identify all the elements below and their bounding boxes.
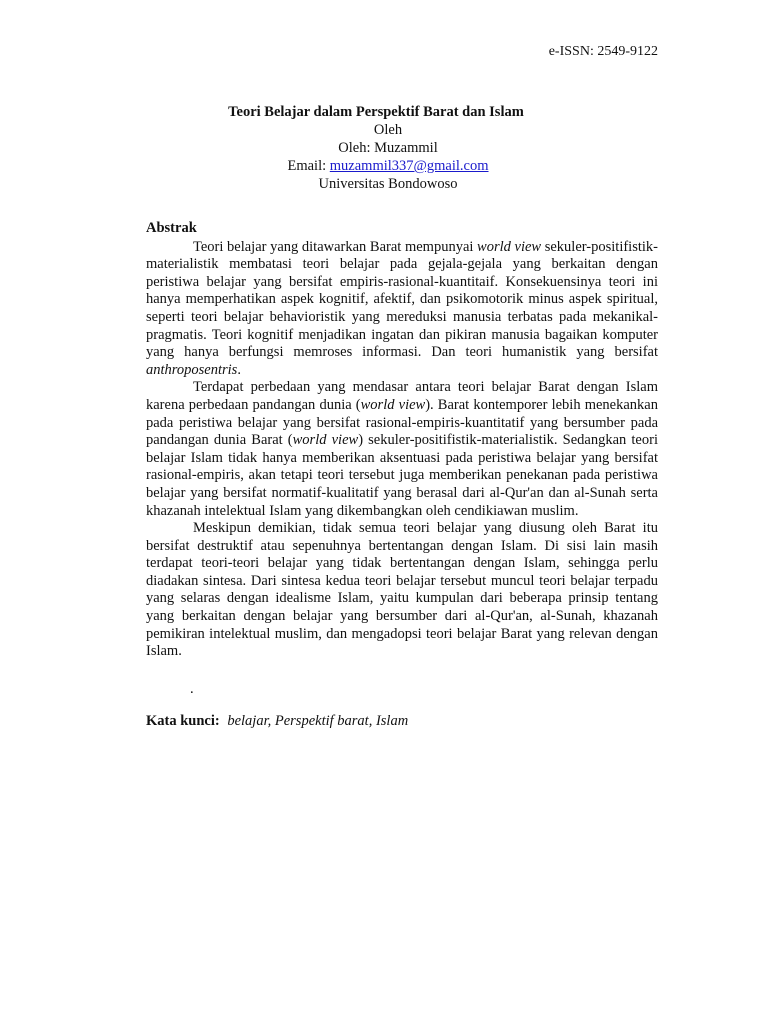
keywords-label: Kata kunci:: [146, 712, 220, 729]
abstract-paragraph-3: Meskipun demikian, tidak semua teori belajar yang diusung oleh Barat itu bersifat destruktif atau sepenuhnya bertentangan dengan Islam. Di sisi lain masih terdapat teori-teori belajar yang tidak bertentangan dengan Islam, sehingga perlu diadakan sintesa. Dari sintesa kedua teori belajar tersebut muncul teori belajar terpadu yang selaras dengan idealisme Islam, yaitu kumpulan dari beberapa prinsip tentang yang berkaitan dengan belajar yang bersumber dari al-Qur'an, al-Sunah, khazanah pemikiran intelektual muslim, dan mengadopsi teori belajar Barat yang relevan dengan Islam.: [146, 520, 658, 660]
oleh-line: Oleh: [373, 122, 403, 138]
p1-emphasis-anthroposentris: anthroposentris: [146, 361, 238, 378]
abstract-paragraph-1: [146, 239, 658, 380]
p2-text-b: ). Barat kontemporer lebih menekankan pada peristiwa belajar yang bersifat rasional-empiris-kuantitatif yang bersumber pada pandangan dunia Barat (: [146, 396, 658, 449]
abstract-heading: Abstrak: [146, 220, 197, 236]
keywords-line: [146, 713, 658, 731]
email-link[interactable]: muzammil337@gmail.com: [329, 158, 489, 174]
title-block: [0, 103, 768, 193]
p1-text-c: .: [237, 361, 241, 378]
abstract-section: [146, 220, 658, 730]
p1-text-b: sekuler-positifistik-materialistik membatasi teori belajar pada gejala-gejala yang berkaitan dengan peristiwa belajar yang bersifat empiris-rasional-kuantitaif. Konsekuensinya teori ini hanya memperhatikan aspek kognitif, afektif, dan psikomotorik minus aspek spiritual, seperti teori belajar behavioristik yang mereduksi manusia terbatas pada mekanikal-pragmatis. Teori kognitif menjadikan ingatan dan pikiran manusia bagaikan komputer yang hanya berfungsi memroses informasi. Dan teori humanistik yang bersifat: [146, 238, 658, 361]
abstract-paragraph-2: [146, 379, 658, 520]
p2-text-c: ) sekuler-positifistik-materialistik. Sedangkan teori belajar Islam tidak hanya memberikan aksentuasi pada peristiwa belajar yang bersifat rasional-empiris, akan tetapi teori tersebut juga memberikan penekanan pada peristiwa belajar yang bersifat normatif-kualitatif yang berasal dari al-Qur'an dan al-Sunah serta khazanah intelektual Islam yang dikembangkan oleh cendikiawan muslim.: [146, 432, 658, 519]
keywords-value: belajar, Perspektif barat, Islam: [227, 712, 409, 729]
author-line: Oleh: Muzammil: [338, 140, 438, 156]
email-line: [8, 157, 768, 175]
p2-emphasis-world-view-2: world view: [292, 432, 359, 449]
dot-separator: .: [190, 680, 194, 697]
email-label: Email:: [287, 158, 327, 174]
p2-text-a: Terdapat perbedaan yang mendasar antara teori belajar Barat dengan Islam karena perbedaan pandangan dunia (: [146, 379, 658, 413]
p1-emphasis-world-view: world view: [477, 238, 542, 255]
p2-emphasis-world-view-1: world view: [360, 396, 426, 413]
institution-line: Universitas Bondowoso: [318, 176, 458, 192]
issn-header: e-ISSN: 2549-9122: [548, 44, 658, 59]
p1-text-a: Teori belajar yang ditawarkan Barat mempunyai: [193, 238, 478, 255]
paper-title: Teori Belajar dalam Perspektif Barat dan Islam: [228, 104, 524, 120]
